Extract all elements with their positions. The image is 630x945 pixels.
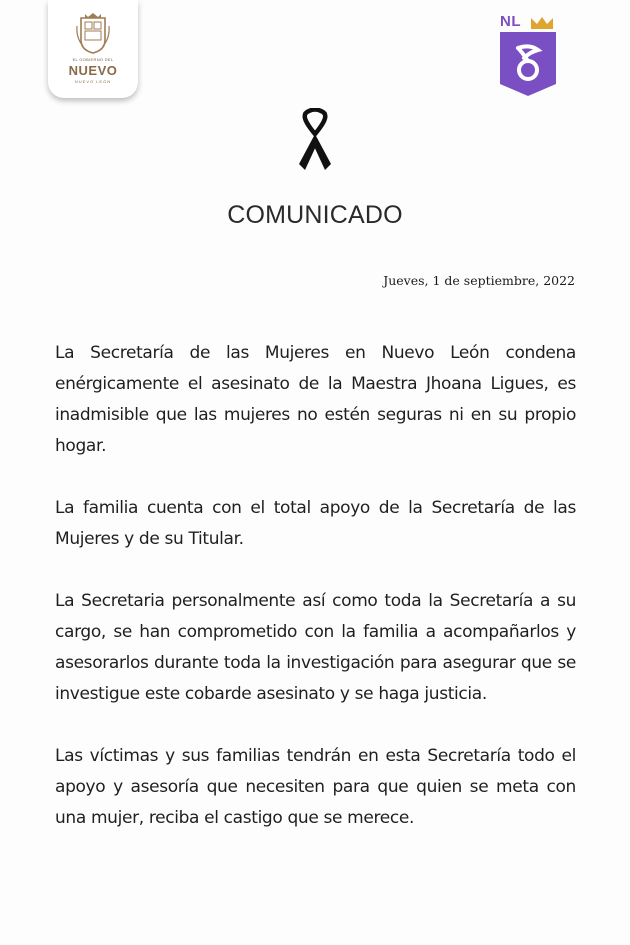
- document-date: Jueves, 1 de septiembre, 2022: [383, 273, 575, 288]
- paragraph: La familia cuenta con el total apoyo de la Secretaría de las Mujeres y de su Titular.: [55, 498, 576, 549]
- paragraph: Las víctimas y sus familias tendrán en esta Secretaría todo el apoyo y asesoría que necesiten para que quien se meta con una mujer, reciba el castigo que se merece.: [55, 746, 576, 828]
- logo-small-text: EL GOBIERNO DEL: [72, 57, 114, 62]
- mourning-ribbon-icon: [291, 108, 339, 174]
- purple-shield-icon: [500, 32, 556, 96]
- page-title: COMUNICADO: [227, 201, 403, 229]
- nl-logo: [496, 12, 560, 98]
- paragraph: La Secretaría de las Mujeres en Nuevo León condena enérgicamente el asesinato de la Maestra Jhoana Ligues, es inadmisible que las mujeres no estén seguras ni en su propio hogar.: [55, 343, 576, 456]
- paragraph: La Secretaria personalmente así como toda la Secretaría a su cargo, se han comprometido con la familia a acompañarlos y asesorarlos durante toda la investigación para asegurar que se investigue este cobarde asesinato y se haga justicia.: [55, 591, 576, 704]
- nl-logo-text: NL: [500, 13, 521, 30]
- coat-of-arms-icon: [75, 12, 111, 54]
- logo-main-text: NUEVO: [68, 63, 118, 78]
- gobierno-nuevo-leon-logo: [48, 0, 138, 98]
- logo-sub-text: NUEVO LEÓN: [74, 79, 112, 84]
- crown-icon: [530, 16, 554, 30]
- communique-body: [55, 338, 576, 865]
